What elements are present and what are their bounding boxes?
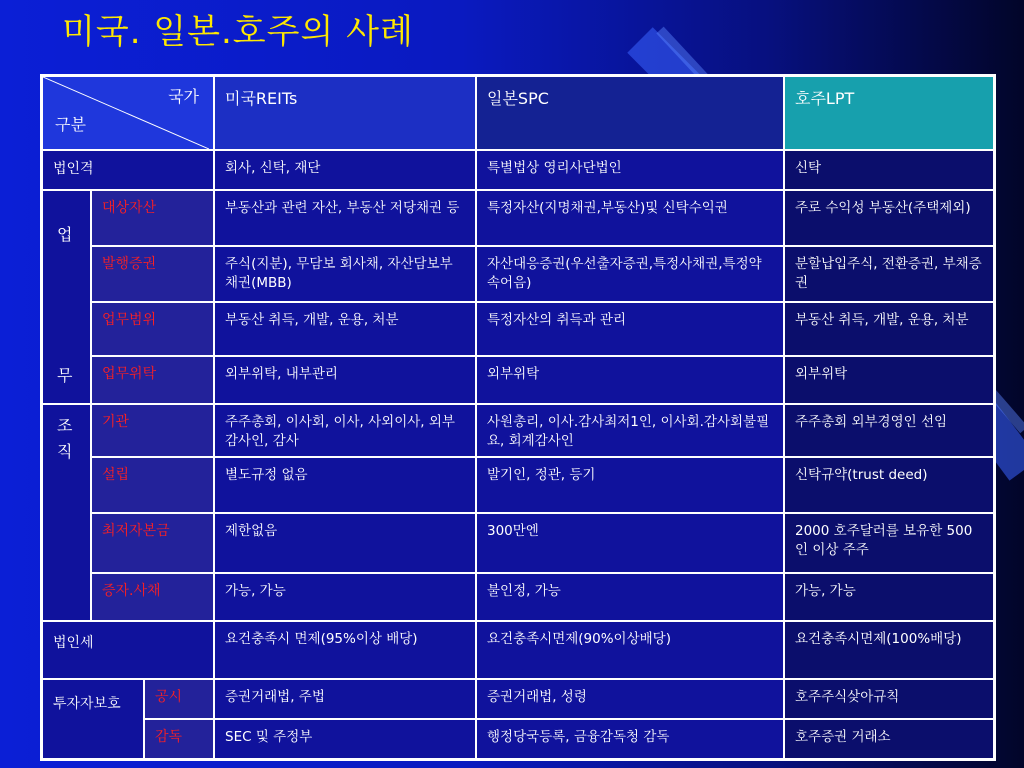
group-label-business-bottom: 무 — [57, 366, 73, 385]
cell-supervision-au: 호주증권 거래소 — [785, 720, 993, 758]
row-label-legal-entity: 법인격 — [43, 151, 213, 189]
cell-outsourcing-au: 외부위탁 — [785, 357, 993, 403]
cell-disclosure-jp: 증권거래법, 성령 — [477, 680, 783, 718]
cell-securities-us: 주식(지분), 무담보 회사채, 자산담보부채권(MBB) — [215, 247, 475, 301]
row-label-capital-increase: 증자.사채 — [92, 574, 213, 620]
cell-business-scope-jp: 특정자산의 취득과 관리 — [477, 303, 783, 355]
corner-label-country: 국가 — [168, 87, 199, 106]
cell-establishment-jp: 발기인, 정관, 등기 — [477, 458, 783, 512]
cell-securities-au: 분할납입주식, 전환증권, 부채증권 — [785, 247, 993, 301]
row-label-securities: 발행증권 — [92, 247, 213, 301]
cell-legal-entity-au: 신탁 — [785, 151, 993, 189]
corner-header-cell — [43, 77, 213, 149]
cell-disclosure-au: 호주주식샂아규칙 — [785, 680, 993, 718]
cell-corporate-tax-au: 요건충족시면제(100%배당) — [785, 622, 993, 678]
row-label-min-capital: 최저자본금 — [92, 514, 213, 572]
cell-establishment-au: 신탁규약(trust deed) — [785, 458, 993, 512]
cell-supervision-jp: 행정당국등록, 금융감독청 감독 — [477, 720, 783, 758]
cell-legal-entity-us: 회사, 신탁, 재단 — [215, 151, 475, 189]
cell-legal-entity-jp: 특별법상 영리사단법인 — [477, 151, 783, 189]
row-label-outsourcing: 업무위탁 — [92, 357, 213, 403]
group-label-organization — [43, 405, 90, 620]
row-label-governance: 기관 — [92, 405, 213, 456]
comparison-table — [40, 74, 996, 761]
cell-outsourcing-us: 외부위탁, 내부관리 — [215, 357, 475, 403]
header-us-reits: 미국REITs — [215, 77, 475, 149]
row-label-disclosure: 공시 — [145, 680, 213, 718]
cell-capital-increase-us: 가능, 가능 — [215, 574, 475, 620]
cell-corporate-tax-jp: 요건충족시면제(90%이상배당) — [477, 622, 783, 678]
cell-min-capital-au: 2000 호주달러를 보유한 500인 이상 주주 — [785, 514, 993, 572]
header-japan-spc: 일본SPC — [477, 77, 783, 149]
cell-target-assets-jp: 특정자산(지명채권,부동산)및 신탁수익권 — [477, 191, 783, 245]
cell-disclosure-us: 증권거래법, 주법 — [215, 680, 475, 718]
group-label-business-top: 업 — [57, 225, 73, 244]
slide-title: 미국. 일본.호주의 사례 — [62, 12, 414, 52]
cell-governance-jp: 사원총리, 이사.감사최저1인, 이사회.감사회불필요, 회계감사인 — [477, 405, 783, 456]
cell-outsourcing-jp: 외부위탁 — [477, 357, 783, 403]
group-label-business — [43, 191, 90, 403]
cell-governance-au: 주주총회 외부경영인 선임 — [785, 405, 993, 456]
row-label-establishment: 설립 — [92, 458, 213, 512]
cell-establishment-us: 별도규정 없음 — [215, 458, 475, 512]
cell-min-capital-us: 제한없음 — [215, 514, 475, 572]
row-label-supervision: 감독 — [145, 720, 213, 758]
cell-securities-jp: 자산대응증권(우선출자증권,특정사채권,특정약속어음) — [477, 247, 783, 301]
cell-corporate-tax-us: 요건충족시 면제(95%이상 배당) — [215, 622, 475, 678]
header-australia-lpt: 호주LPT — [785, 77, 993, 149]
cell-business-scope-us: 부동산 취득, 개발, 운용, 처분 — [215, 303, 475, 355]
group-label-organization-a: 조 — [57, 416, 73, 435]
cell-business-scope-au: 부동산 취득, 개발, 운용, 처분 — [785, 303, 993, 355]
row-label-corporate-tax: 법인세 — [43, 622, 213, 678]
cell-min-capital-jp: 300만엔 — [477, 514, 783, 572]
cell-target-assets-au: 주로 수익성 부동산(주택제외) — [785, 191, 993, 245]
corner-label-category: 구분 — [55, 115, 86, 134]
row-label-business-scope: 업무범위 — [92, 303, 213, 355]
cell-target-assets-us: 부동산과 관련 자산, 부동산 저당채권 등 — [215, 191, 475, 245]
cell-capital-increase-jp: 불인정, 가능 — [477, 574, 783, 620]
row-label-target-assets: 대상자산 — [92, 191, 213, 245]
cell-governance-us: 주주총회, 이사회, 이사, 사외이사, 외부감사인, 감사 — [215, 405, 475, 456]
cell-supervision-us: SEC 및 주정부 — [215, 720, 475, 758]
group-label-investor-protection: 투자자보호 — [43, 680, 143, 758]
cell-capital-increase-au: 가능, 가능 — [785, 574, 993, 620]
group-label-organization-b: 직 — [57, 442, 73, 461]
